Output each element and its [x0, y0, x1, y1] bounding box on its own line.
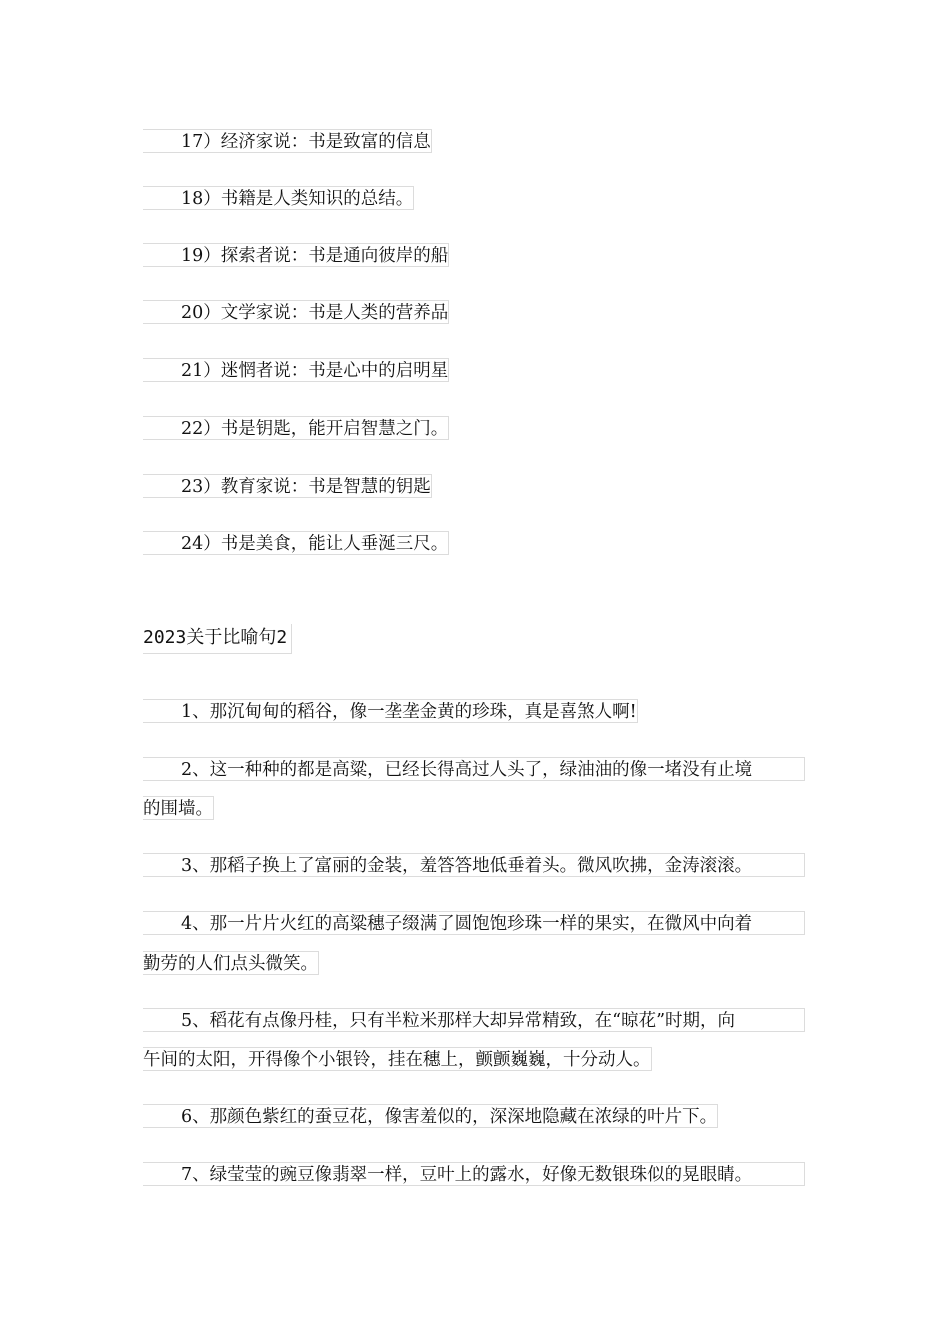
sentence-18: 18）书籍是人类知识的总结。	[143, 186, 414, 210]
simile-1: 1、那沉甸甸的稻谷，像一垄垄金黄的珍珠，真是喜煞人啊!	[143, 699, 638, 723]
sentence-19: 19）探索者说：书是通向彼岸的船	[143, 243, 449, 267]
simile-4-line-2: 勤劳的人们点头微笑。	[143, 951, 319, 975]
sentence-21: 21）迷惘者说：书是心中的启明星	[143, 358, 449, 382]
simile-6: 6、那颜色紫红的蚕豆花，像害羞似的，深深地隐藏在浓绿的叶片下。	[143, 1104, 718, 1128]
simile-2-line-1: 2、这一种种的都是高粱，已经长得高过人头了，绿油油的像一堵没有止境	[143, 757, 805, 781]
simile-5-line-1: 5、稻花有点像丹桂，只有半粒米那样大却异常精致，在“晾花”时期，向	[143, 1008, 805, 1032]
simile-5-line-2: 午间的太阳，开得像个小银铃，挂在穗上，颤颤巍巍，十分动人。	[143, 1047, 652, 1071]
simile-3: 3、那稻子换上了富丽的金装，羞答答地低垂着头。微风吹拂，金涛滚滚。	[143, 853, 805, 877]
sentence-22: 22）书是钥匙，能开启智慧之门。	[143, 416, 449, 440]
sentence-17: 17）经济家说：书是致富的信息	[143, 129, 432, 153]
sentence-20: 20）文学家说：书是人类的营养品	[143, 300, 449, 324]
sentence-23: 23）教育家说：书是智慧的钥匙	[143, 474, 432, 498]
section-heading: 2023关于比喻句2	[143, 624, 292, 654]
simile-7: 7、绿莹莹的豌豆像翡翠一样，豆叶上的露水，好像无数银珠似的晃眼睛。	[143, 1162, 805, 1186]
simile-4-line-1: 4、那一片片火红的高粱穗子缀满了圆饱饱珍珠一样的果实，在微风中向着	[143, 911, 805, 935]
simile-2-line-2: 的围墙。	[143, 796, 214, 820]
sentence-24: 24）书是美食，能让人垂涎三尺。	[143, 531, 449, 555]
